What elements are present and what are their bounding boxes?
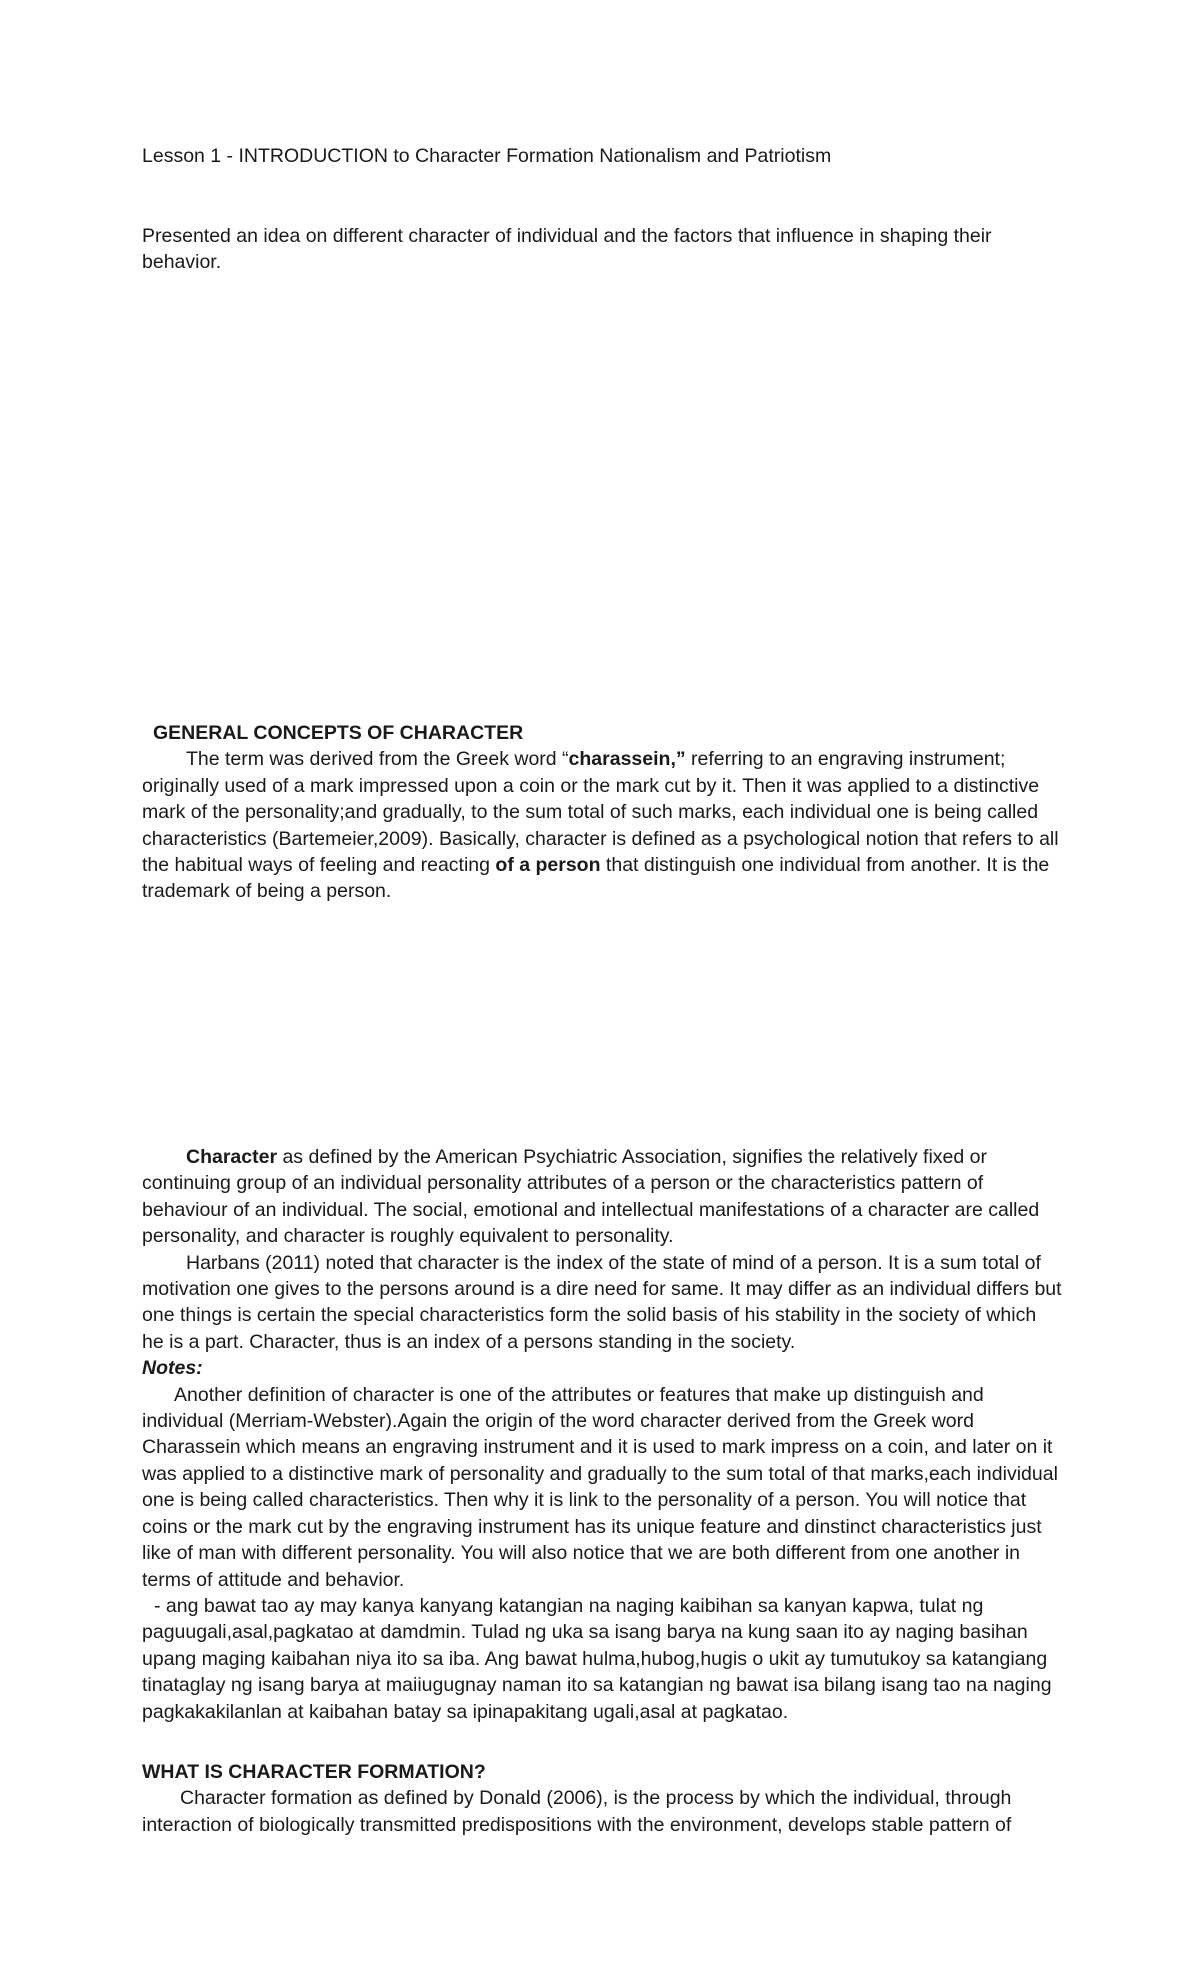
character-formation-paragraph: Character formation as defined by Donald (2006), is the process by which the individual, through interaction of biologically transmitted predispositions with the environment, develops stable pattern of <box>142 1787 1012 1836</box>
apa-paragraph: Character as defined by the American Psychiatric Association, signifies the relatively fixed or continuing group of an individual personality attributes of a person or the characteristics pattern of behaviour of an individual. The social, emotional and intellectual manifestations of a character are called personality, and character is roughly equivalent to personality. <box>142 1146 1040 1248</box>
harbans-paragraph: Harbans (2011) noted that character is the index of the state of mind of a person. It is a sum total of motivation one gives to the persons around is a dire need for same. It may differ as an individual differs but one things is certain the special characteristics form the solid basis of his stability in the society of which he is a part. Character, thus is an index of a persons standing in the society. <box>142 1251 1062 1353</box>
general-concepts-heading: GENERAL CONCEPTS OF CHARACTER <box>153 722 524 744</box>
filipino-paragraph: - ang bawat tao ay may kanya kanyang katangian na naging kaibihan sa kanyan kapwa, tulat ng paguugali,asal,pagkatao at damdmin. Tulad ng uka sa isang barya na kung saan ito ay naging basihan upang maging kaibahan niya ito sa iba. Ang bawat hulma,hubog,hugis o ukit ay tumutukoy sa katangiang tinataglay ng isang barya at maiiugugnay naman ito sa katangian ng bawat isa bilang isang tao na naging pagkakakilanlan at kaibahan batay sa ipinapakitang ugali,asal at pagkatao. <box>142 1594 1052 1723</box>
character-formation-section <box>142 1759 1062 1838</box>
notes-label: Notes: <box>142 1357 203 1380</box>
general-concepts-section <box>142 720 1062 905</box>
character-term: Character <box>186 1146 278 1168</box>
definitions-section <box>142 1144 1062 1725</box>
character-formation-heading: WHAT IS CHARACTER FORMATION? <box>142 1761 486 1783</box>
general-concepts-paragraph: The term was derived from the Greek word “charassein,” referring to an engraving instrument; originally used of a mark impressed upon a coin or the mark cut by it. Then it was applied to a distinctive mark of the personality;and gradually, to the sum total of such marks, each individual one is being called characteristics (Bartemeier,2009). Basically, character is defined as a psychological notion that refers to all the habitual ways of feeling and reacting of a person that distinguish one individual from another. It is the trademark of being a person. <box>142 748 1059 903</box>
intro-paragraph: Presented an idea on different character of individual and the factors that influence in shaping their behavior. <box>142 225 992 274</box>
notes-paragraph: Another definition of character is one of the attributes or features that make up distinguish and individual (Merriam-Webster).Again the origin of the word character derived from the Greek word Charassein which means an engraving instrument and it is used to mark impress on a coin, and later on it was applied to a distinctive mark of personality and gradually to the sum total of that marks,each individual one is being called characteristics. Then why it is link to the personality of a person. You will notice that coins or the mark cut by the engraving instrument has its unique feature and dinstinct characteristics just like of man with different personality. You will also notice that we are both different from one another in terms of attitude and behavior. <box>142 1383 1058 1591</box>
charassein-term: charassein,” <box>568 748 686 771</box>
of-a-person-emphasis: of a person <box>495 854 601 877</box>
lesson-title: Lesson 1 - INTRODUCTION to Character Formation Nationalism and Patriotism <box>142 145 832 167</box>
